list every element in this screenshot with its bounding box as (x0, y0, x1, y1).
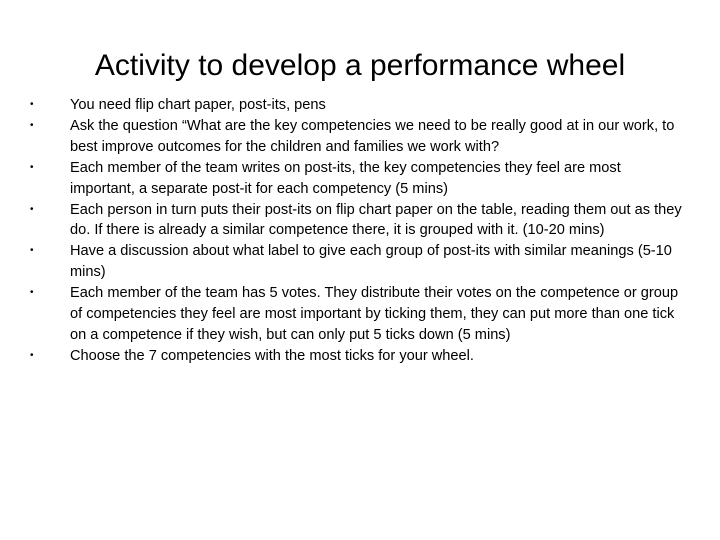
list-item (28, 95, 683, 116)
list-item (28, 346, 683, 367)
list-item (28, 241, 683, 283)
bullet-marker: • (30, 203, 34, 215)
list-item (28, 200, 683, 242)
bullet-text: Each member of the team has 5 votes. They distribute their votes on the competence or group of competencies they feel are most important by ticking them, they can put more than one tick on a competence if they wish, but can only put 5 ticks down (5 mins) (70, 285, 679, 343)
bullet-list (28, 95, 683, 367)
list-item (28, 283, 683, 346)
bullet-marker: • (30, 99, 34, 110)
bullet-text: Choose the 7 competencies with the most ticks for your wheel. (70, 347, 474, 364)
bullet-marker: • (30, 161, 34, 173)
bullet-text: Each member of the team writes on post-its, the key competencies they feel are most important, a separate post-it for each competency (5 mins) (70, 159, 621, 197)
bullet-text: Have a discussion about what label to give each group of post-its with similar meanings (5-10 mins) (70, 243, 672, 281)
bullet-text: Each person in turn puts their post-its on flip chart paper on the table, reading them out as they do. If there is already a similar competence there, it is grouped with it. (10-20 mins) (70, 201, 682, 239)
slide-title: Activity to develop a performance wheel (94, 49, 626, 82)
list-item (28, 116, 683, 158)
bullet-marker: • (30, 287, 34, 299)
bullet-text: You need flip chart paper, post-its, pens (70, 97, 326, 113)
bullet-marker: • (30, 245, 34, 257)
bullet-marker: • (30, 119, 34, 131)
bullet-marker: • (30, 349, 34, 361)
bullet-text: Ask the question “What are the key competencies we need to be really good at in our work, to best improve outcomes for the children and families we work with? (70, 117, 675, 155)
list-item (28, 158, 683, 200)
